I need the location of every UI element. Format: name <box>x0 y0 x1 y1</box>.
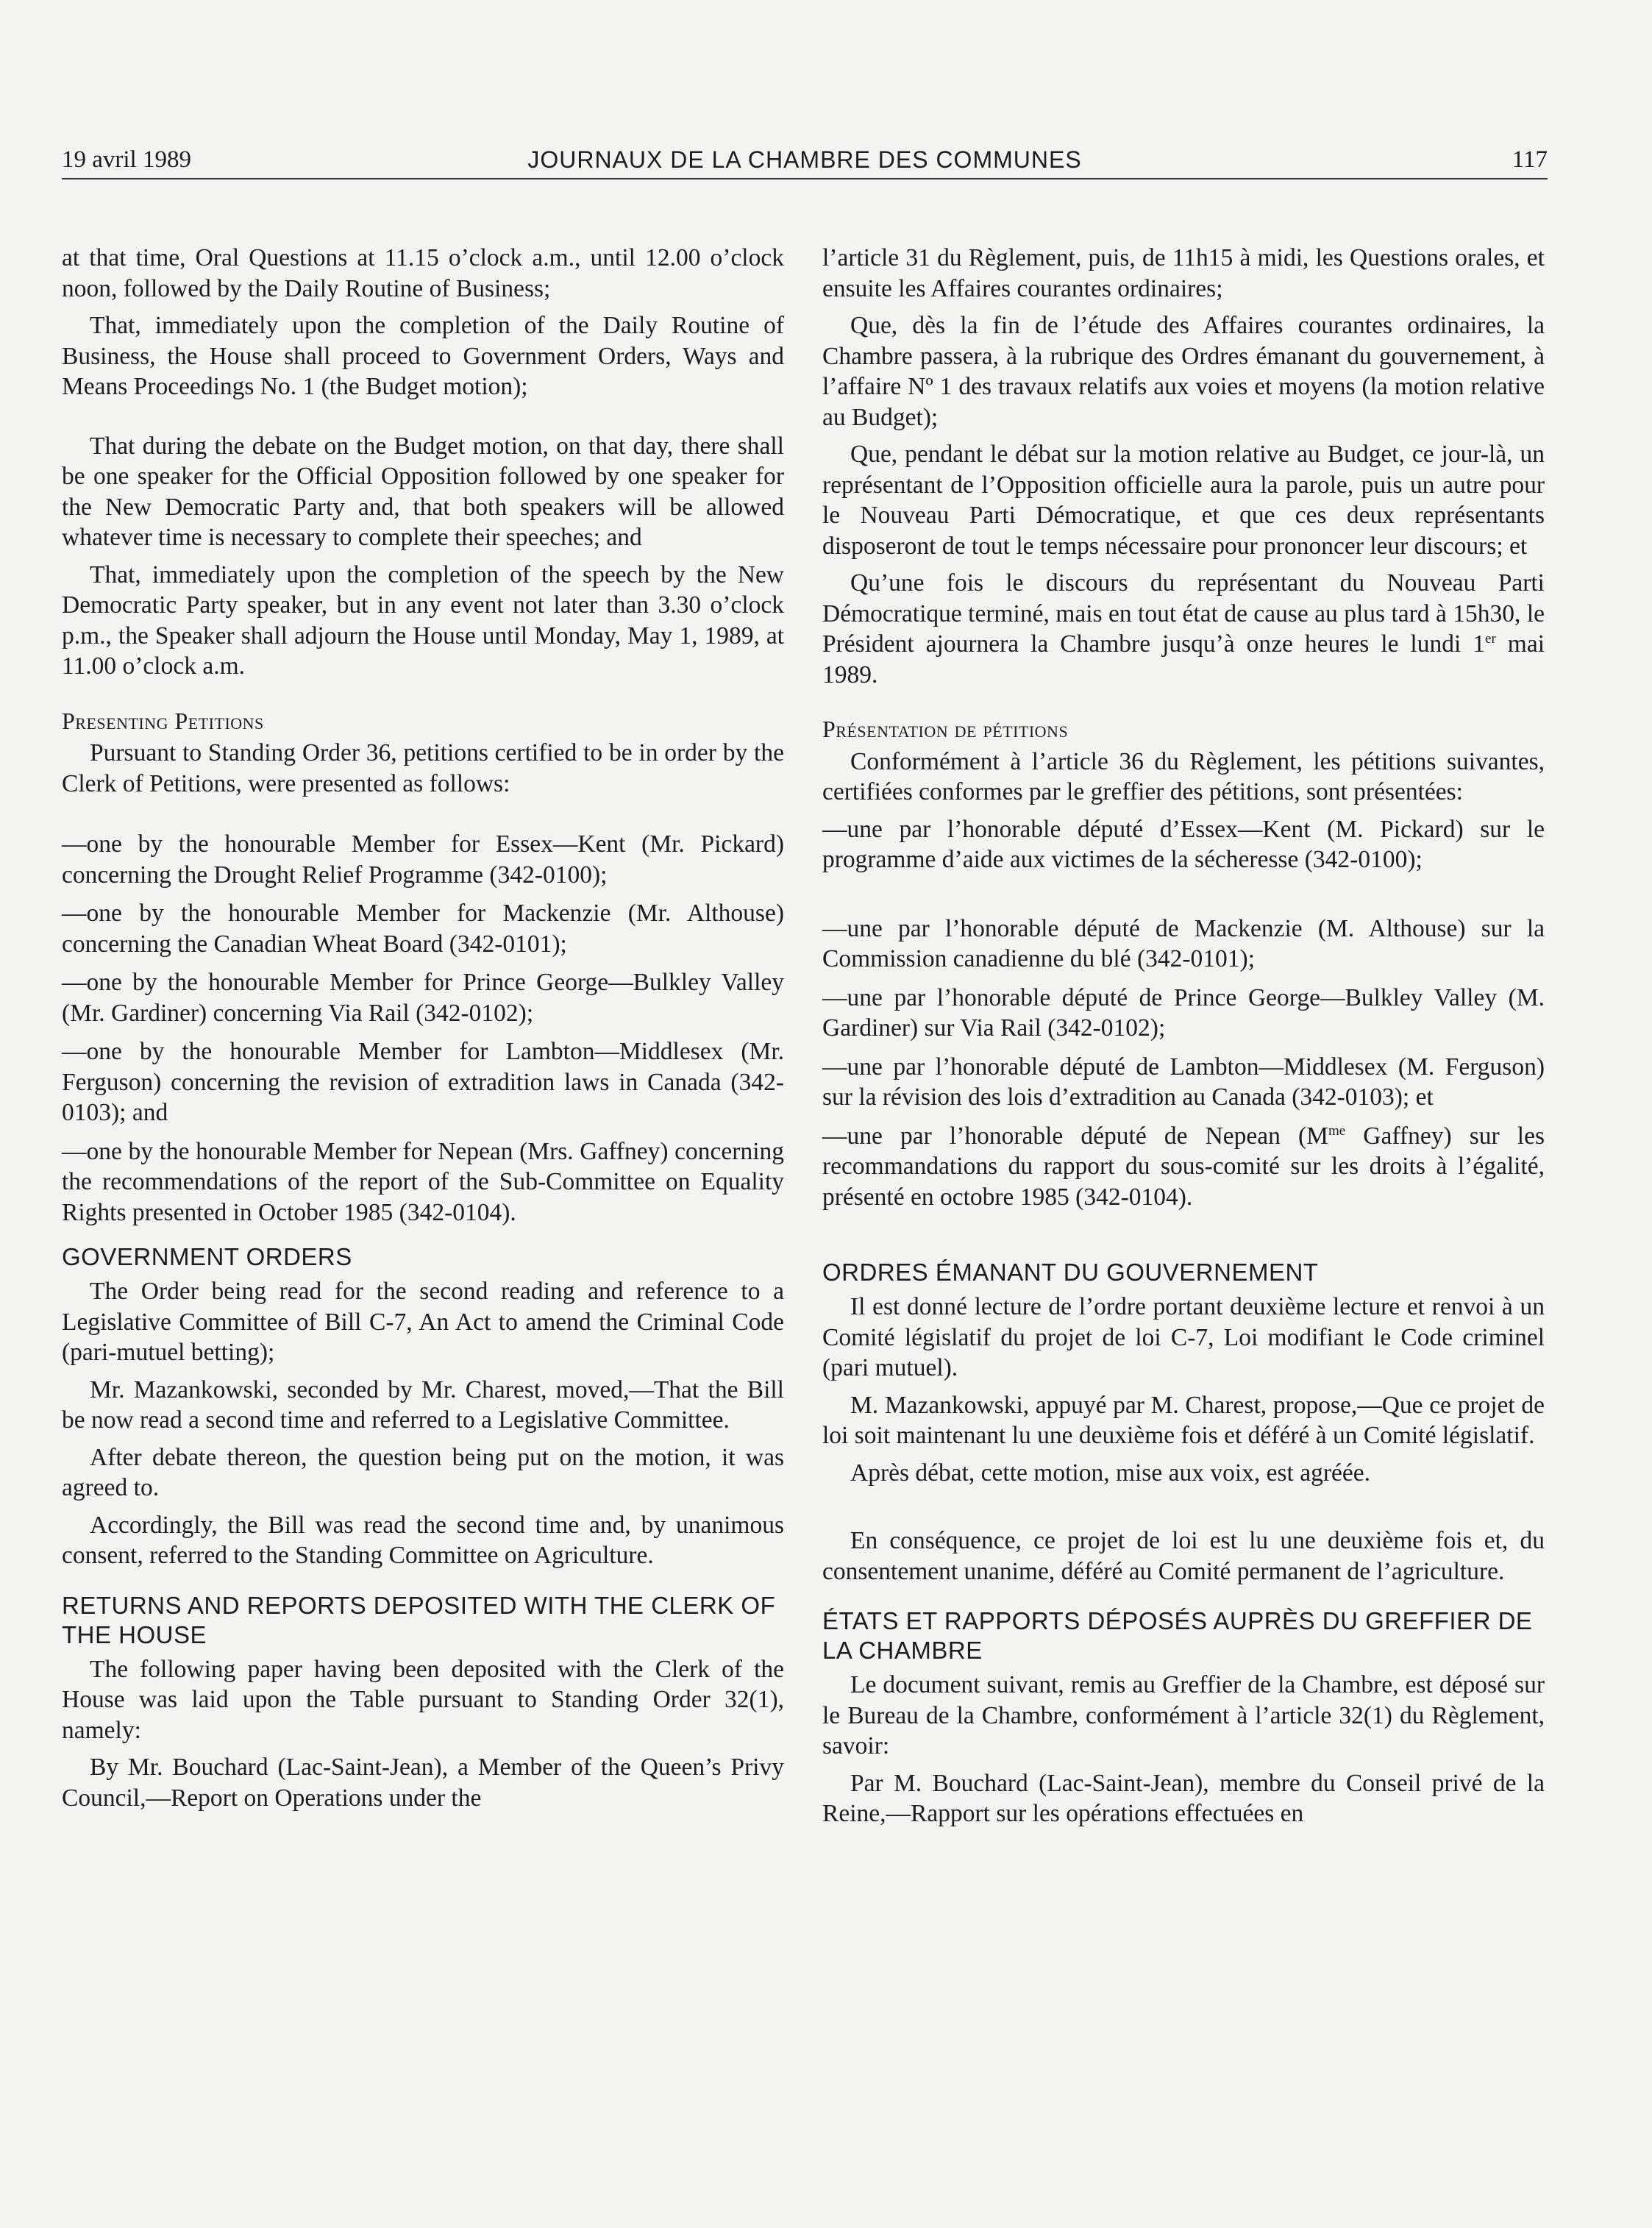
paragraph: Que, dès la fin de l’étude des Affaires courantes ordinaires, la Chambre passera, à la rubrique des Ordres émanant du gouvernement, à l’affaire Nº 1 des travaux relatifs aux voies et moyens (la motion relative au Budget); <box>822 312 1545 431</box>
paragraph: Après débat, cette motion, mise aux voix, est agréée. <box>850 1459 1370 1487</box>
petition-item <box>822 1121 1545 1213</box>
paragraph: Que, pendant le débat sur la motion relative au Budget, ce jour-là, un représentant de l’Opposition officielle aura la parole, puis un autre pour le Nouveau Parti Démocratique, et que ces deux représentants disposeront de tout le temps nécessaire pour prononcer leur discours; et <box>822 441 1545 560</box>
paragraph: Par M. Bouchard (Lac-Saint-Jean), membre du Conseil privé de la Reine,—Rapport sur les opérations effectuées en <box>822 1769 1545 1827</box>
paragraph: Mr. Mazankowski, seconded by Mr. Charest, moved,—That the Bill be now read a second time and referred to a Legislative Committee. <box>62 1375 784 1434</box>
petition-text: —une par l’honorable député de Nepean (M <box>822 1122 1328 1150</box>
paragraph: at that time, Oral Questions at 11.15 o’clock a.m., until 12.00 o’clock noon, followed by the Daily Routine of Business; <box>62 244 784 302</box>
paragraph: Le document suivant, remis au Greffier de la Chambre, est déposé sur le Bureau de la Chambre, conformément à l’article 32(1) du Règlement, savoir: <box>822 1671 1545 1759</box>
superscript: er <box>1485 630 1496 647</box>
page-number: 117 <box>1512 146 1548 173</box>
paragraph: The Order being read for the second reading and reference to a Legislative Committee of Bill C-7, An Act to amend the Criminal Code (pari-mutuel betting); <box>62 1278 784 1366</box>
paragraph: That, immediately upon the completion of the speech by the New Democratic Party speaker, but in any event not later than 3.30 o’clock p.m., the Speaker shall adjourn the House until Monday, May 1, 1989, at 11.00 o’clock a.m. <box>62 560 784 680</box>
paragraph-text: Qu’une fois le discours du représentant du Nouveau Parti Démocratique terminé, mais en tout état de cause au plus tard à 15h30, le Président ajournera la Chambre jusqu’à onze heures le lundi 1 <box>822 569 1545 658</box>
paragraph: l’article 31 du Règlement, puis, de 11h15 à midi, les Questions orales, et ensuite les Affaires courantes ordinaires; <box>822 244 1545 302</box>
section-heading-government-orders: ORDRES ÉMANANT DU GOUVERNEMENT <box>822 1259 1319 1286</box>
paragraph: Il est donné lecture de l’ordre portant deuxième lecture et renvoi à un Comité législatif du projet de loi C-7, Loi modifiant le Code criminel (pari mutuel). <box>822 1293 1545 1381</box>
section-heading-returns: RETURNS AND REPORTS DEPOSITED WITH THE CLERK OF THE HOUSE <box>62 1591 776 1648</box>
petition-item: —une par l’honorable député de Lambton—Middlesex (M. Ferguson) sur la révision des lois d’extradition au Canada (342-0103); et <box>822 1053 1545 1111</box>
petition-item: —one by the honourable Member for Nepean (Mrs. Gaffney) concerning the recommendations of the report of the Sub-Committee on Equality Rights presented in October 1985 (342-0104). <box>62 1137 784 1226</box>
petition-text: Gaffney) sur les recommandations du rapport du sous-comité sur les droits à l’égalité, présenté en octobre 1985 (342-0104). <box>822 1122 1545 1211</box>
paragraph: That, immediately upon the completion of the Daily Routine of Business, the House shall proceed to Government Orders, Ways and Means Proceedings No. 1 (the Budget motion); <box>62 312 784 400</box>
paragraph: After debate thereon, the question being put on the motion, it was agreed to. <box>62 1443 784 1501</box>
petition-item: —one by the honourable Member for Mackenzie (Mr. Althouse) concerning the Canadian Wheat Board (342-0101); <box>62 900 784 958</box>
superscript: me <box>1328 1122 1346 1139</box>
paragraph: The following paper having been deposited with the Clerk of the House was laid upon the Table pursuant to Standing Order 32(1), namely: <box>62 1655 784 1744</box>
petition-item: —une par l’honorable député d’Essex—Kent (M. Pickard) sur le programme d’aide aux victimes de la sécheresse (342-0100); <box>822 815 1545 873</box>
section-heading-petitions: Présentation de pétitions <box>822 716 1069 742</box>
paragraph: En conséquence, ce projet de loi est lu une deuxième fois et, du consentement unanime, déféré au Comité permanent de l’agriculture. <box>822 1527 1545 1585</box>
section-heading-government-orders: GOVERNMENT ORDERS <box>62 1243 352 1270</box>
paragraph <box>822 568 1545 690</box>
paragraph: That during the debate on the Budget motion, on that day, there shall be one speaker for the Official Opposition followed by one speaker for the New Democratic Party and, that both speakers will be allowed whatever time is necessary to complete their speeches; and <box>62 432 784 551</box>
header-date: 19 avril 1989 <box>62 146 191 173</box>
paragraph-text: mai 1989. <box>822 630 1545 688</box>
petition-item: —une par l’honorable député de Prince George—Bulkley Valley (M. Gardiner) sur Via Rail (342-0102); <box>822 983 1545 1042</box>
petition-item: —une par l’honorable député de Mackenzie (M. Althouse) sur la Commission canadienne du blé (342-0101); <box>822 914 1545 972</box>
section-heading-petitions: Presenting Petitions <box>62 707 264 734</box>
paragraph: M. Mazankowski, appuyé par M. Charest, propose,—Que ce projet de loi soit maintenant lu une deuxième fois et déféré à un Comité législatif. <box>822 1391 1545 1449</box>
paragraph: Accordingly, the Bill was read the second time and, by unanimous consent, referred to the Standing Committee on Agriculture. <box>62 1511 784 1569</box>
petition-item: —one by the honourable Member for Prince George—Bulkley Valley (Mr. Gardiner) concerning Via Rail (342-0102); <box>62 969 784 1027</box>
paragraph: Pursuant to Standing Order 36, petitions certified to be in order by the Clerk of Petitions, were presented as follows: <box>62 739 784 797</box>
paragraph: By Mr. Bouchard (Lac-Saint-Jean), a Member of the Queen’s Privy Council,—Report on Operations under the <box>62 1754 784 1812</box>
petition-item: —one by the honourable Member for Essex—Kent (Mr. Pickard) concerning the Drought Relief Programme (342-0100); <box>62 830 784 889</box>
header-title: JOURNAUX DE LA CHAMBRE DES COMMUNES <box>527 146 1082 173</box>
page-header <box>62 140 1548 179</box>
section-heading-returns: ÉTATS ET RAPPORTS DÉPOSÉS AUPRÈS DU GREFFIER DE LA CHAMBRE <box>822 1607 1533 1664</box>
english-column <box>62 243 784 1820</box>
paragraph: Conformément à l’article 36 du Règlement, les pétitions suivantes, certifiées conformes par le greffier des pétitions, sont présentées: <box>822 747 1545 805</box>
petition-item: —one by the honourable Member for Lambton—Middlesex (Mr. Ferguson) concerning the revision of extradition laws in Canada (342-0103); and <box>62 1038 784 1126</box>
french-column <box>822 243 1545 1836</box>
